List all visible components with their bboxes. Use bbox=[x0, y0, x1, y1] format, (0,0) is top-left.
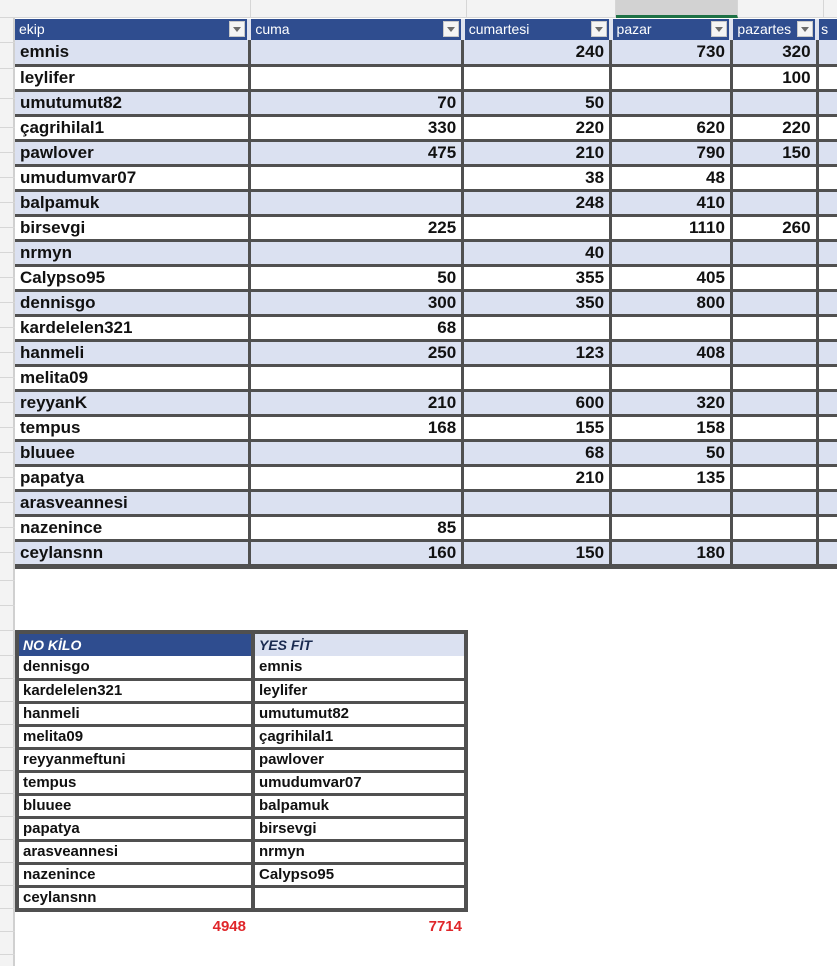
cell-yes-fit[interactable]: çagrihilal1 bbox=[253, 725, 466, 748]
column-pazar: pazar bbox=[611, 19, 732, 40]
cell-cuma[interactable] bbox=[249, 165, 462, 190]
cell-next[interactable] bbox=[817, 90, 837, 115]
list-item bbox=[17, 771, 466, 794]
cell-pazar[interactable] bbox=[611, 240, 732, 265]
cell-ekip[interactable]: arasveannesi bbox=[15, 490, 249, 515]
list-item bbox=[17, 679, 466, 702]
cell-cumartesi[interactable]: 38 bbox=[463, 165, 611, 190]
cell-ekip[interactable]: emnis bbox=[15, 40, 249, 65]
table-row bbox=[15, 240, 837, 265]
cell-ekip[interactable]: pawlover bbox=[15, 140, 249, 165]
cell-pazar[interactable]: 800 bbox=[611, 290, 732, 315]
header-yes-fit: YES FİT bbox=[253, 632, 466, 656]
cell-cuma[interactable] bbox=[249, 190, 462, 215]
list-item bbox=[17, 748, 466, 771]
cell-pazartesi[interactable] bbox=[731, 465, 817, 490]
table-row bbox=[15, 140, 837, 165]
cell-cuma[interactable] bbox=[249, 40, 462, 65]
cell-pazartesi[interactable] bbox=[731, 190, 817, 215]
cell-pazar[interactable]: 1110 bbox=[611, 215, 732, 240]
cell-cuma[interactable]: 50 bbox=[249, 265, 462, 290]
filter-dropdown-cumartesi[interactable] bbox=[591, 21, 607, 37]
cell-cumartesi[interactable]: 600 bbox=[463, 390, 611, 415]
cell-cumartesi[interactable]: 240 bbox=[463, 40, 611, 65]
cell-no-kilo[interactable]: ceylansnn bbox=[17, 886, 253, 910]
cell-cuma[interactable] bbox=[249, 490, 462, 515]
cell-cuma[interactable]: 168 bbox=[249, 415, 462, 440]
filter-dropdown-cuma[interactable] bbox=[443, 21, 459, 37]
cell-yes-fit[interactable]: umutumut82 bbox=[253, 702, 466, 725]
list-item bbox=[17, 817, 466, 840]
cell-ekip[interactable]: nazenince bbox=[15, 515, 249, 540]
header-no-kilo: NO KİLO bbox=[17, 632, 253, 656]
column-header-a[interactable] bbox=[15, 0, 251, 18]
cell-pazartesi[interactable] bbox=[731, 365, 817, 390]
table-row bbox=[15, 440, 837, 465]
cell-pazartesi[interactable] bbox=[731, 240, 817, 265]
cell-ekip[interactable]: bluuee bbox=[15, 440, 249, 465]
cell-next[interactable] bbox=[817, 440, 837, 465]
cell-cumartesi[interactable] bbox=[463, 65, 611, 90]
cell-pazar[interactable]: 790 bbox=[611, 140, 732, 165]
cell-ekip[interactable]: papatya bbox=[15, 465, 249, 490]
cell-ekip[interactable]: ceylansnn bbox=[15, 540, 249, 566]
cell-pazartesi[interactable] bbox=[731, 415, 817, 440]
cell-pazar[interactable] bbox=[611, 90, 732, 115]
cell-cuma[interactable] bbox=[249, 440, 462, 465]
cell-pazar[interactable] bbox=[611, 315, 732, 340]
column-header-b[interactable] bbox=[251, 0, 467, 18]
cell-next[interactable] bbox=[817, 165, 837, 190]
cell-pazar[interactable]: 410 bbox=[611, 190, 732, 215]
table-row bbox=[15, 115, 837, 140]
chevron-down-icon bbox=[233, 27, 241, 32]
cell-ekip[interactable]: balpamuk bbox=[15, 190, 249, 215]
cell-cumartesi[interactable]: 150 bbox=[463, 540, 611, 566]
cell-next[interactable] bbox=[817, 515, 837, 540]
cell-cuma[interactable]: 68 bbox=[249, 315, 462, 340]
cell-next[interactable] bbox=[817, 140, 837, 165]
cell-next[interactable] bbox=[817, 290, 837, 315]
cell-pazar[interactable]: 48 bbox=[611, 165, 732, 190]
table-row bbox=[15, 165, 837, 190]
cell-ekip[interactable]: Calypso95 bbox=[15, 265, 249, 290]
cell-cumartesi[interactable]: 248 bbox=[463, 190, 611, 215]
cell-pazar[interactable]: 135 bbox=[611, 465, 732, 490]
cell-pazartesi[interactable]: 320 bbox=[731, 40, 817, 65]
chevron-down-icon bbox=[447, 27, 455, 32]
cell-pazar[interactable]: 620 bbox=[611, 115, 732, 140]
cell-no-kilo[interactable]: dennisgo bbox=[17, 656, 253, 679]
cell-next[interactable] bbox=[817, 265, 837, 290]
filter-dropdown-pazar[interactable] bbox=[711, 21, 727, 37]
total-yes-fit: 7714 bbox=[428, 918, 462, 935]
cell-cumartesi[interactable]: 50 bbox=[463, 90, 611, 115]
row-number-gutter bbox=[0, 18, 15, 966]
cell-pazar[interactable]: 50 bbox=[611, 440, 732, 465]
cell-pazartesi[interactable] bbox=[731, 490, 817, 515]
cell-next[interactable] bbox=[817, 315, 837, 340]
cell-cuma[interactable]: 70 bbox=[249, 90, 462, 115]
cell-ekip[interactable]: çagrihilal1 bbox=[15, 115, 249, 140]
cell-cuma[interactable]: 225 bbox=[249, 215, 462, 240]
list-item bbox=[17, 702, 466, 725]
cell-pazar[interactable] bbox=[611, 365, 732, 390]
table-row bbox=[15, 90, 837, 115]
filter-dropdown-pazartesi[interactable] bbox=[797, 21, 813, 37]
column-cumartesi: cumartesi bbox=[463, 19, 611, 40]
cell-pazartesi[interactable] bbox=[731, 315, 817, 340]
cell-pazartesi[interactable] bbox=[731, 90, 817, 115]
daily-scores-table bbox=[15, 19, 837, 569]
table-row bbox=[15, 390, 837, 415]
cell-pazartesi[interactable]: 260 bbox=[731, 215, 817, 240]
cell-next[interactable] bbox=[817, 240, 837, 265]
cell-next[interactable] bbox=[817, 215, 837, 240]
cell-cuma[interactable]: 475 bbox=[249, 140, 462, 165]
cell-ekip[interactable]: umudumvar07 bbox=[15, 165, 249, 190]
cell-cumartesi[interactable]: 210 bbox=[463, 465, 611, 490]
cell-next[interactable] bbox=[817, 490, 837, 515]
cell-cumartesi[interactable]: 210 bbox=[463, 140, 611, 165]
chevron-down-icon bbox=[801, 27, 809, 32]
cell-cuma[interactable]: 250 bbox=[249, 340, 462, 365]
cell-yes-fit[interactable]: Calypso95 bbox=[253, 863, 466, 886]
cell-yes-fit[interactable]: balpamuk bbox=[253, 794, 466, 817]
team-header-row bbox=[17, 632, 466, 656]
cell-pazar[interactable]: 320 bbox=[611, 390, 732, 415]
cell-yes-fit[interactable]: nrmyn bbox=[253, 840, 466, 863]
cell-no-kilo[interactable]: arasveannesi bbox=[17, 840, 253, 863]
chevron-down-icon bbox=[715, 27, 723, 32]
cell-ekip[interactable]: hanmeli bbox=[15, 340, 249, 365]
cell-pazartesi[interactable]: 150 bbox=[731, 140, 817, 165]
table-row bbox=[15, 465, 837, 490]
cell-next[interactable] bbox=[817, 190, 837, 215]
table-row bbox=[15, 65, 837, 90]
column-header-f[interactable] bbox=[824, 0, 837, 18]
table-header-row bbox=[15, 19, 837, 40]
cell-ekip[interactable]: dennisgo bbox=[15, 290, 249, 315]
cell-next[interactable] bbox=[817, 415, 837, 440]
cell-ekip[interactable]: umutumut82 bbox=[15, 90, 249, 115]
table-row bbox=[15, 265, 837, 290]
cell-pazar[interactable]: 180 bbox=[611, 540, 732, 566]
table-row bbox=[15, 315, 837, 340]
total-no-kilo: 4948 bbox=[212, 918, 246, 935]
cell-next[interactable] bbox=[817, 65, 837, 90]
cell-no-kilo[interactable]: tempus bbox=[17, 771, 253, 794]
cell-pazartesi[interactable] bbox=[731, 390, 817, 415]
cell-cumartesi[interactable] bbox=[463, 515, 611, 540]
cell-cumartesi[interactable]: 123 bbox=[463, 340, 611, 365]
column-ekip: ekip bbox=[15, 19, 249, 40]
table-row bbox=[15, 490, 837, 515]
cell-next[interactable] bbox=[817, 115, 837, 140]
cell-cuma[interactable]: 85 bbox=[249, 515, 462, 540]
cell-cumartesi[interactable]: 40 bbox=[463, 240, 611, 265]
cell-pazar[interactable]: 158 bbox=[611, 415, 732, 440]
cell-no-kilo[interactable]: reyyanmeftuni bbox=[17, 748, 253, 771]
table-row bbox=[15, 365, 837, 390]
cell-cuma[interactable]: 210 bbox=[249, 390, 462, 415]
cell-cumartesi[interactable]: 350 bbox=[463, 290, 611, 315]
cell-ekip[interactable]: kardelelen321 bbox=[15, 315, 249, 340]
cell-no-kilo[interactable]: hanmeli bbox=[17, 702, 253, 725]
table-row bbox=[15, 190, 837, 215]
table-row bbox=[15, 40, 837, 65]
cell-ekip[interactable]: nrmyn bbox=[15, 240, 249, 265]
cell-pazar[interactable]: 405 bbox=[611, 265, 732, 290]
cell-ekip[interactable]: melita09 bbox=[15, 365, 249, 390]
cell-pazar[interactable]: 408 bbox=[611, 340, 732, 365]
cell-pazartesi[interactable] bbox=[731, 265, 817, 290]
cell-yes-fit[interactable]: birsevgi bbox=[253, 817, 466, 840]
cell-cuma[interactable]: 330 bbox=[249, 115, 462, 140]
list-item bbox=[17, 725, 466, 748]
cell-cumartesi[interactable]: 155 bbox=[463, 415, 611, 440]
cell-yes-fit[interactable]: pawlover bbox=[253, 748, 466, 771]
cell-yes-fit[interactable]: umudumvar07 bbox=[253, 771, 466, 794]
cell-cuma[interactable]: 160 bbox=[249, 540, 462, 566]
cell-pazartesi[interactable] bbox=[731, 440, 817, 465]
column-cuma: cuma bbox=[249, 19, 462, 40]
cell-pazar[interactable]: 730 bbox=[611, 40, 732, 65]
cell-no-kilo[interactable]: kardelelen321 bbox=[17, 679, 253, 702]
column-next: s bbox=[817, 19, 837, 40]
cell-pazar[interactable] bbox=[611, 65, 732, 90]
list-item bbox=[17, 794, 466, 817]
table-row bbox=[15, 415, 837, 440]
cell-next[interactable] bbox=[817, 465, 837, 490]
cell-cuma[interactable] bbox=[249, 465, 462, 490]
filter-dropdown-ekip[interactable] bbox=[229, 21, 245, 37]
cell-cuma[interactable] bbox=[249, 365, 462, 390]
column-pazartesi: pazartes bbox=[731, 19, 817, 40]
cell-pazartesi[interactable] bbox=[731, 515, 817, 540]
cell-yes-fit[interactable]: emnis bbox=[253, 656, 466, 679]
cell-next[interactable] bbox=[817, 365, 837, 390]
list-item bbox=[17, 863, 466, 886]
table-row bbox=[15, 515, 837, 540]
list-item bbox=[17, 840, 466, 863]
column-header-d-selected[interactable] bbox=[616, 0, 738, 18]
table-row bbox=[15, 340, 837, 365]
table-row bbox=[15, 540, 837, 566]
column-header-strip bbox=[0, 0, 837, 18]
cell-no-kilo[interactable]: nazenince bbox=[17, 863, 253, 886]
cell-yes-fit[interactable]: leylifer bbox=[253, 679, 466, 702]
cell-no-kilo[interactable]: papatya bbox=[17, 817, 253, 840]
column-header-c[interactable] bbox=[467, 0, 616, 18]
cell-no-kilo[interactable]: melita09 bbox=[17, 725, 253, 748]
cell-next[interactable] bbox=[817, 540, 837, 566]
cell-yes-fit[interactable] bbox=[253, 886, 466, 910]
table-row bbox=[15, 290, 837, 315]
cell-next[interactable] bbox=[817, 40, 837, 65]
cell-pazar[interactable] bbox=[611, 515, 732, 540]
cell-pazar[interactable] bbox=[611, 490, 732, 515]
team-split-table bbox=[15, 630, 468, 912]
cell-cuma[interactable] bbox=[249, 65, 462, 90]
cell-pazartesi[interactable]: 220 bbox=[731, 115, 817, 140]
cell-cumartesi[interactable]: 220 bbox=[463, 115, 611, 140]
cell-next[interactable] bbox=[817, 340, 837, 365]
cell-pazartesi[interactable] bbox=[731, 340, 817, 365]
cell-cumartesi[interactable]: 355 bbox=[463, 265, 611, 290]
cell-ekip[interactable]: leylifer bbox=[15, 65, 249, 90]
cell-cuma[interactable]: 300 bbox=[249, 290, 462, 315]
table-row bbox=[15, 215, 837, 240]
cell-next[interactable] bbox=[817, 390, 837, 415]
cell-pazartesi[interactable]: 100 bbox=[731, 65, 817, 90]
cell-ekip[interactable]: tempus bbox=[15, 415, 249, 440]
cell-cumartesi[interactable] bbox=[463, 215, 611, 240]
cell-pazartesi[interactable] bbox=[731, 540, 817, 566]
cell-ekip[interactable]: birsevgi bbox=[15, 215, 249, 240]
cell-cumartesi[interactable] bbox=[463, 365, 611, 390]
cell-cumartesi[interactable] bbox=[463, 315, 611, 340]
cell-pazartesi[interactable] bbox=[731, 165, 817, 190]
cell-ekip[interactable]: reyyanK bbox=[15, 390, 249, 415]
cell-no-kilo[interactable]: bluuee bbox=[17, 794, 253, 817]
cell-cuma[interactable] bbox=[249, 240, 462, 265]
cell-pazartesi[interactable] bbox=[731, 290, 817, 315]
chevron-down-icon bbox=[595, 27, 603, 32]
column-header-e[interactable] bbox=[738, 0, 824, 18]
list-item bbox=[17, 886, 466, 910]
cell-cumartesi[interactable] bbox=[463, 490, 611, 515]
list-item bbox=[17, 656, 466, 679]
cell-cumartesi[interactable]: 68 bbox=[463, 440, 611, 465]
